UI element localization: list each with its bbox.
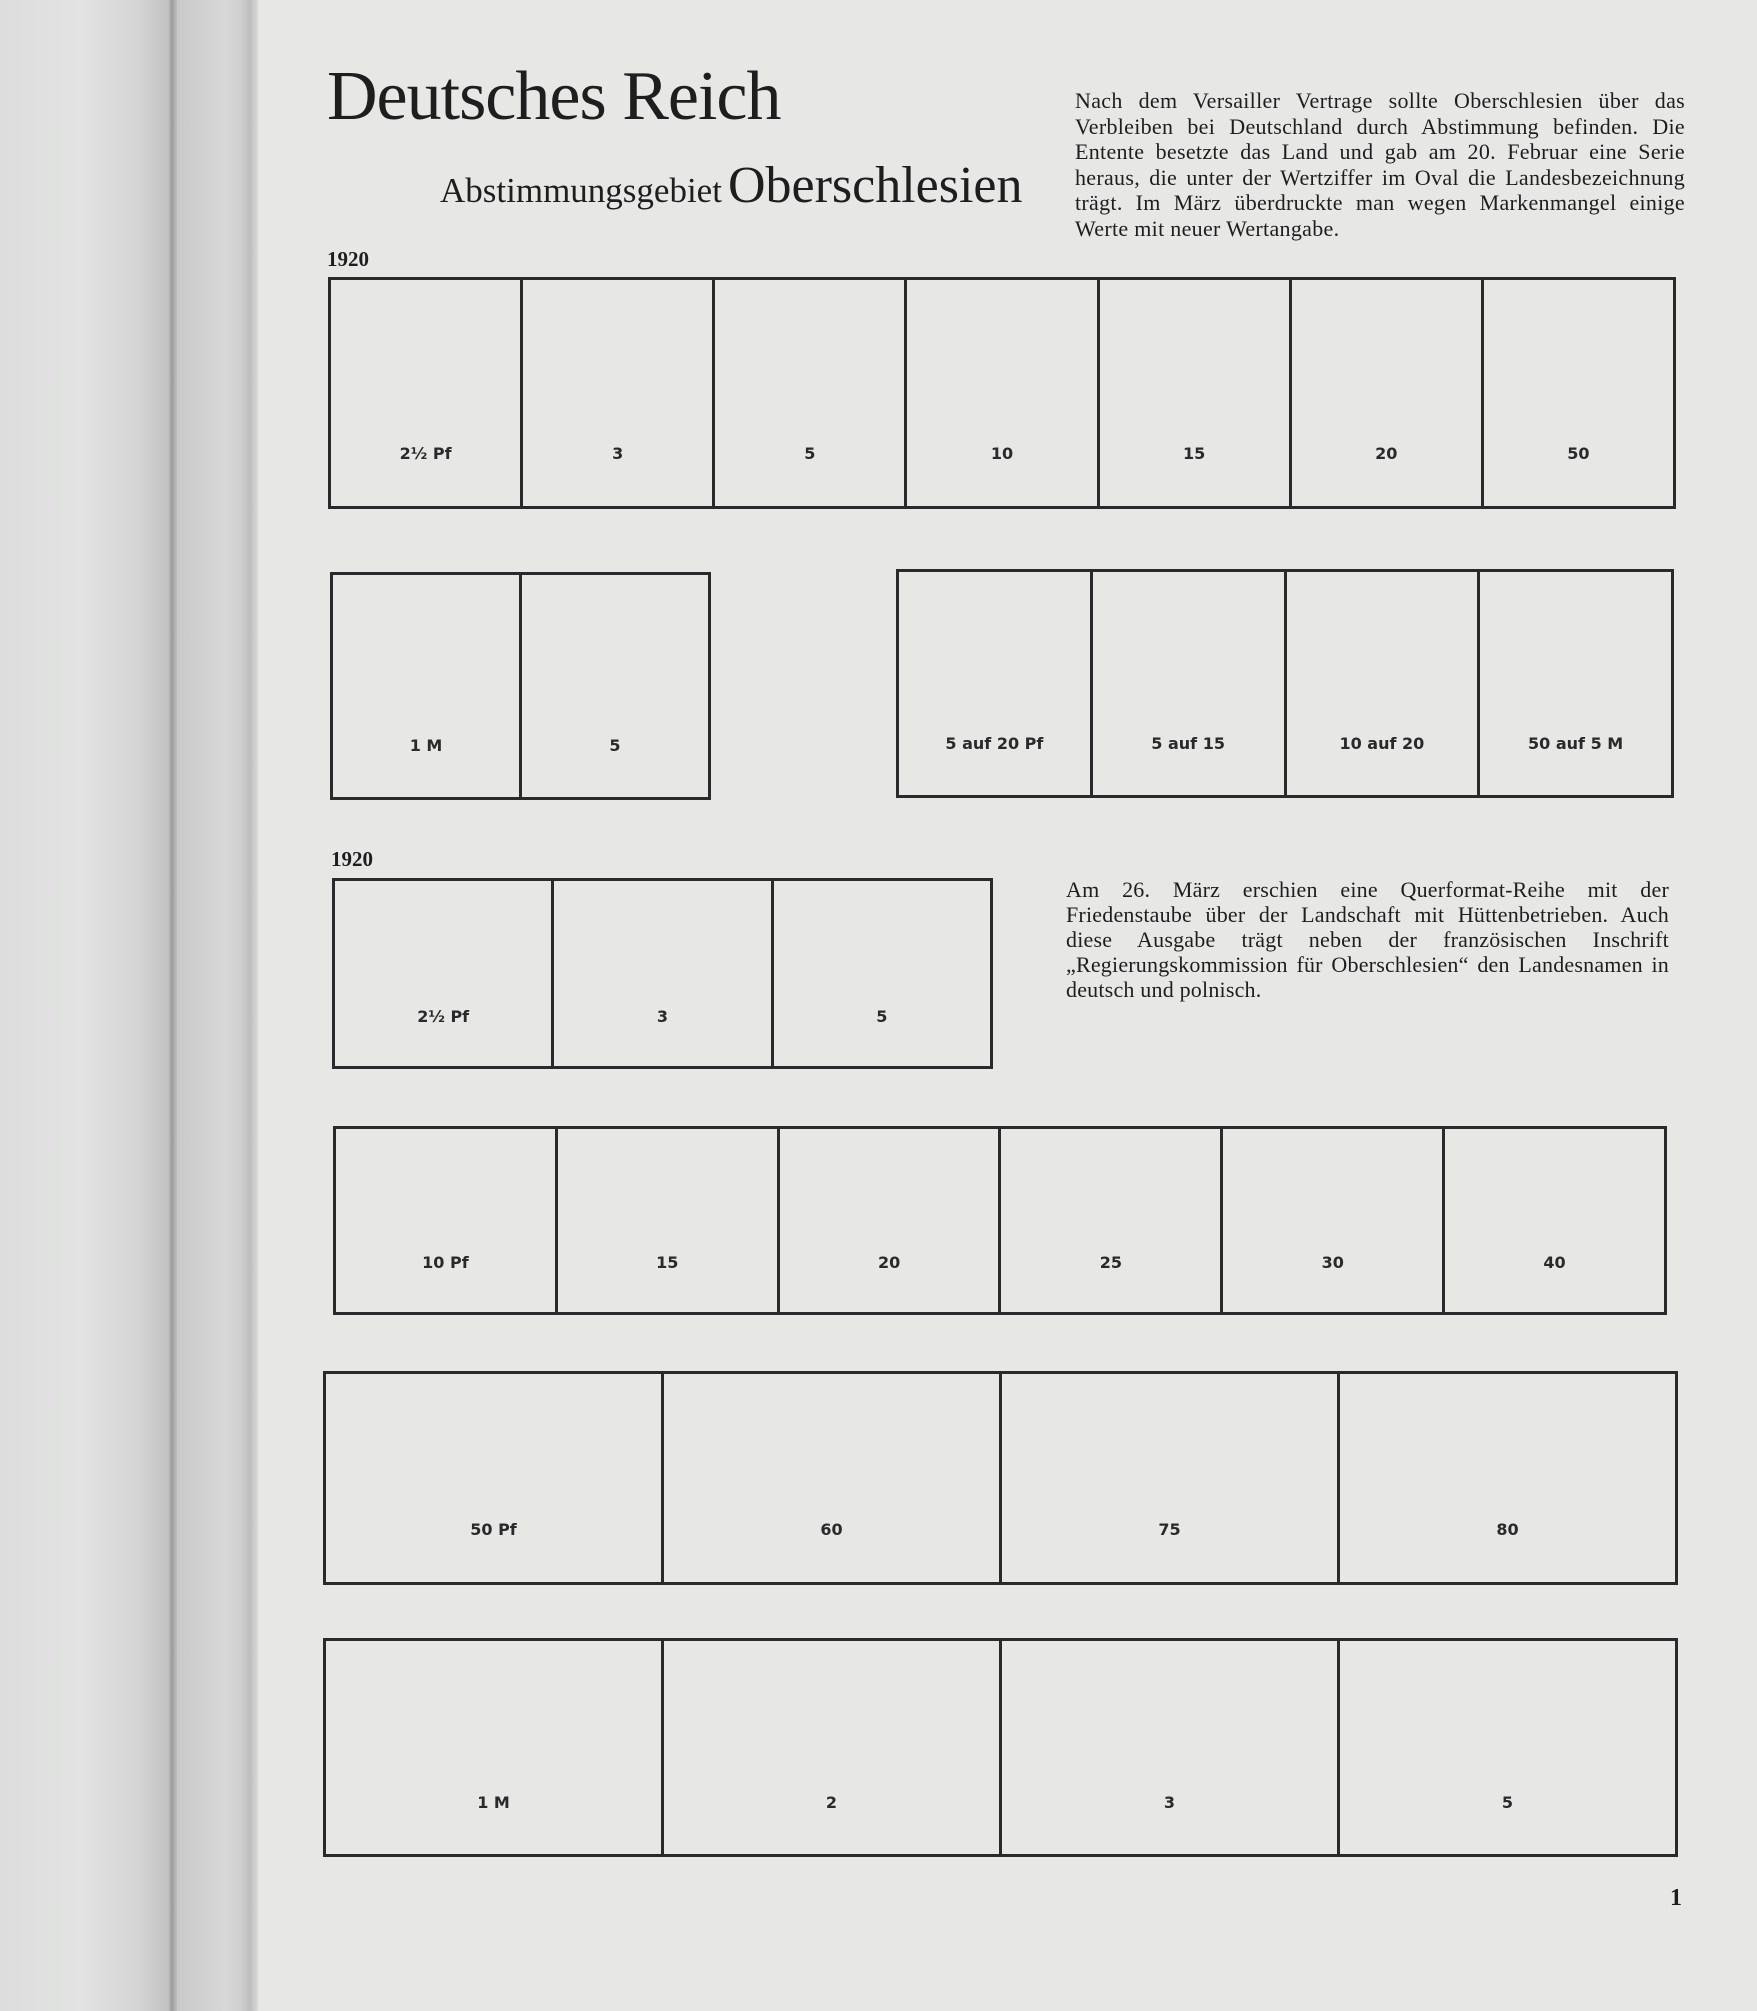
stamp-space (1481, 280, 1673, 506)
denomination-label: 5 (876, 1007, 888, 1026)
page-subtitle (440, 157, 1023, 214)
denomination-label: 80 (1496, 1520, 1519, 1539)
stamp-space (1220, 1129, 1442, 1312)
denomination-label: 1 M (477, 1793, 510, 1812)
denomination-label: 2 (825, 1793, 838, 1812)
stamp-row-5 (323, 1371, 1678, 1585)
denomination-label: 40 (1543, 1253, 1566, 1272)
stamp-space (999, 1641, 1337, 1854)
denomination-label: 30 (1321, 1253, 1344, 1272)
page-number: 1 (1670, 1885, 1682, 1911)
denomination-label: 15 (1183, 444, 1206, 463)
denomination-label: 50 auf 5 M (1528, 734, 1624, 753)
stamp-space (998, 1129, 1220, 1312)
stamp-space (1090, 572, 1284, 795)
denomination-label: 25 (1099, 1253, 1123, 1272)
stamp-space (1337, 1374, 1675, 1582)
intro-paragraph: Nach dem Versailler Vertrage sollte Oberschlesien über das Verbleiben bei Deutschland durch Abstimmung befinden. Die Entente besetzte das Land und gab am 20. Februar eine Serie heraus, die unter der Wertziffer im Oval die Landesbezeichnung trägt. Im März überdruckte man wegen Markenmangel einige Werte mit neuer Wertangabe. (1075, 88, 1685, 241)
stamp-space (326, 1374, 661, 1582)
year-label-1: 1920 (327, 247, 369, 271)
stamp-space (661, 1374, 999, 1582)
second-issue-paragraph: Am 26. März erschien eine Querformat-Reihe mit der Friedenstaube über der Landschaft mit Hüttenbetrieben. Auch diese Ausgabe trägt neben der französischen Inschrift „Regierungskommission für Oberschlesien“ den Landesnamen in deutsch und polnisch. (1066, 877, 1669, 1002)
stamp-row-4 (333, 1126, 1667, 1315)
subtitle-prefix: Abstimmungsgebiet (440, 171, 722, 210)
stamp-space (771, 881, 990, 1066)
stamp-space (712, 280, 904, 506)
stamp-space (777, 1129, 999, 1312)
stamp-space (999, 1374, 1337, 1582)
denomination-label: 10 auf 20 (1339, 734, 1425, 753)
denomination-label: 5 (1501, 1793, 1514, 1812)
stamp-space (1477, 572, 1671, 795)
stamp-space (1284, 572, 1478, 795)
stamp-space (326, 1641, 661, 1854)
denomination-label: 5 auf 20 Pf (945, 734, 1044, 753)
stamp-space (519, 575, 708, 797)
stamp-space (333, 575, 519, 797)
page-title: Deutsches Reich (327, 58, 781, 135)
denomination-label: 50 (1567, 444, 1590, 463)
denomination-label: 5 (609, 736, 621, 755)
stamp-space (551, 881, 770, 1066)
denomination-label: 20 (877, 1253, 901, 1272)
denomination-label: 15 (656, 1253, 679, 1272)
stamp-row-3 (332, 878, 993, 1069)
stamp-space (331, 280, 520, 506)
stamp-space (335, 881, 551, 1066)
stamp-space (904, 280, 1096, 506)
denomination-label: 10 (990, 444, 1014, 463)
stamp-row-6 (323, 1638, 1678, 1857)
stamp-space (1289, 280, 1481, 506)
denomination-label: 3 (1163, 1793, 1176, 1812)
denomination-label: 10 Pf (422, 1253, 469, 1272)
stamp-space (1442, 1129, 1664, 1312)
denomination-label: 1 M (409, 736, 443, 755)
denomination-label: 3 (612, 444, 624, 463)
stamp-space (661, 1641, 999, 1854)
denomination-label: 60 (820, 1520, 843, 1539)
denomination-label: 2½ Pf (417, 1007, 470, 1026)
stamp-row-2a (330, 572, 711, 800)
stamp-row-1 (328, 277, 1676, 509)
stamp-space (899, 572, 1090, 795)
stamp-space (1097, 280, 1289, 506)
denomination-label: 3 (656, 1007, 669, 1026)
stamp-space (336, 1129, 555, 1312)
stamp-row-2b-overprints (896, 569, 1674, 798)
album-binding (0, 0, 258, 2011)
year-label-2: 1920 (331, 847, 373, 871)
stamp-space (1337, 1641, 1675, 1854)
stamp-space (555, 1129, 777, 1312)
denomination-label: 75 (1158, 1520, 1181, 1539)
denomination-label: 2½ Pf (399, 444, 452, 463)
stamp-space (520, 280, 712, 506)
subtitle-region: Oberschlesien (727, 157, 1023, 214)
denomination-label: 5 (804, 444, 816, 463)
denomination-label: 50 Pf (470, 1520, 517, 1539)
denomination-label: 5 auf 15 (1151, 734, 1225, 753)
denomination-label: 20 (1375, 444, 1398, 463)
